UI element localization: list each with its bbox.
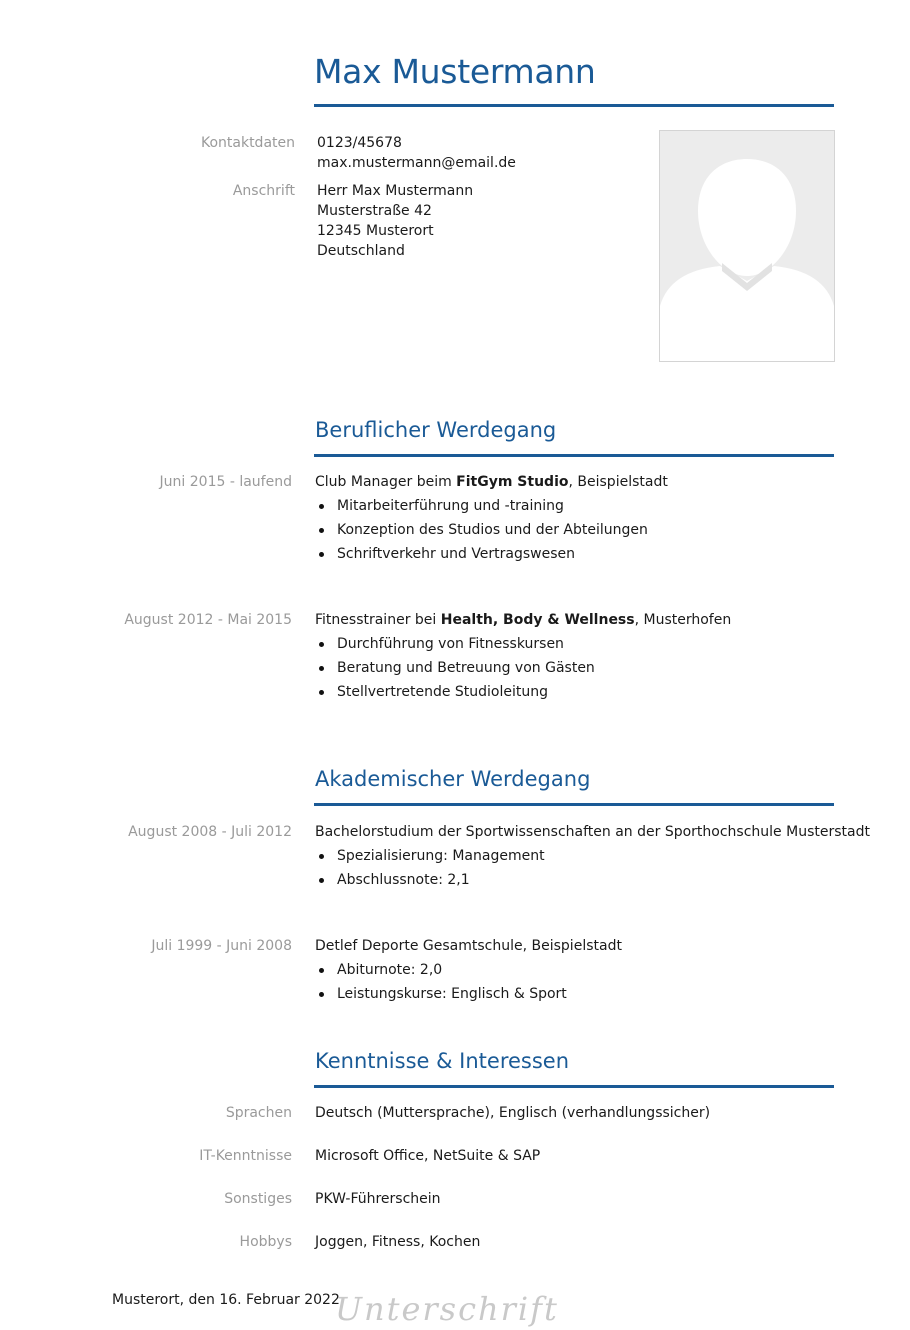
address-line: Herr Max Mustermann: [317, 183, 474, 199]
contact-email: max.mustermann@email.de: [317, 155, 516, 171]
profile-photo: [659, 130, 835, 362]
list-item: Beratung und Betreuung von Gästen: [315, 656, 595, 680]
skill-label: Sonstiges: [224, 1191, 292, 1207]
address-line: Musterstraße 42: [317, 203, 432, 219]
career-bullets: [315, 632, 595, 704]
career-entry-head: [315, 612, 731, 628]
skill-label: Sprachen: [225, 1105, 292, 1121]
career-entry-head: [315, 474, 668, 490]
signature-placeholder: Unterschrift: [335, 1290, 559, 1328]
education-bullets: [315, 958, 567, 1006]
education-entry-head: Bachelorstudium der Sportwissenschaften an der Sporthochschule Musterstadt: [315, 824, 870, 840]
address-line: Deutschland: [317, 243, 405, 259]
skill-label: IT-Kenntnisse: [199, 1148, 292, 1164]
section-rule: [314, 1085, 834, 1088]
career-place: , Musterhofen: [634, 612, 732, 628]
education-bullets: [315, 844, 545, 892]
list-item: Konzeption des Studios und der Abteilungen: [315, 518, 648, 542]
list-item: Durchführung von Fitnesskursen: [315, 632, 595, 656]
place-date: Musterort, den 16. Februar 2022: [112, 1292, 340, 1308]
address-label: Anschrift: [232, 183, 295, 199]
career-bullets: [315, 494, 648, 566]
list-item: Stellvertretende Studioleitung: [315, 680, 595, 704]
list-item: Spezialisierung: Management: [315, 844, 545, 868]
career-place: , Beispielstadt: [568, 474, 668, 490]
section-rule: [314, 454, 834, 457]
skill-value: Microsoft Office, NetSuite & SAP: [315, 1148, 541, 1164]
contact-phone: 0123/45678: [317, 135, 402, 151]
career-date: Juni 2015 - laufend: [159, 474, 292, 490]
list-item: Mitarbeiterführung und -training: [315, 494, 648, 518]
career-role: Club Manager beim: [315, 474, 457, 490]
list-item: Leistungskurse: Englisch & Sport: [315, 982, 567, 1006]
list-item: Abiturnote: 2,0: [315, 958, 567, 982]
education-entry-head: Detlef Deporte Gesamtschule, Beispielstadt: [315, 938, 622, 954]
education-date: August 2008 - Juli 2012: [128, 824, 292, 840]
list-item: Schriftverkehr und Vertragswesen: [315, 542, 648, 566]
career-date: August 2012 - Mai 2015: [124, 612, 292, 628]
career-org: Health, Body & Wellness: [440, 612, 635, 628]
skill-value: PKW-Führerschein: [315, 1191, 441, 1207]
contact-label: Kontaktdaten: [200, 135, 295, 151]
section-rule: [314, 803, 834, 806]
skill-label: Hobbys: [239, 1234, 292, 1250]
section-title-education: Akademischer Werdegang: [315, 767, 591, 791]
section-title-career: Beruflicher Werdegang: [315, 418, 557, 442]
skill-value: Joggen, Fitness, Kochen: [315, 1234, 481, 1250]
person-silhouette-icon: [660, 131, 834, 361]
education-date: Juli 1999 - Juni 2008: [151, 938, 292, 954]
address-line: 12345 Musterort: [317, 223, 434, 239]
skill-value: Deutsch (Muttersprache), Englisch (verhandlungssicher): [315, 1105, 711, 1121]
section-title-skills: Kenntnisse & Interessen: [315, 1049, 570, 1073]
name-underline: [314, 104, 834, 107]
cv-name: Max Mustermann: [314, 52, 596, 91]
career-role: Fitnesstrainer bei: [315, 612, 441, 628]
list-item: Abschlussnote: 2,1: [315, 868, 545, 892]
career-org: FitGym Studio: [456, 474, 569, 490]
